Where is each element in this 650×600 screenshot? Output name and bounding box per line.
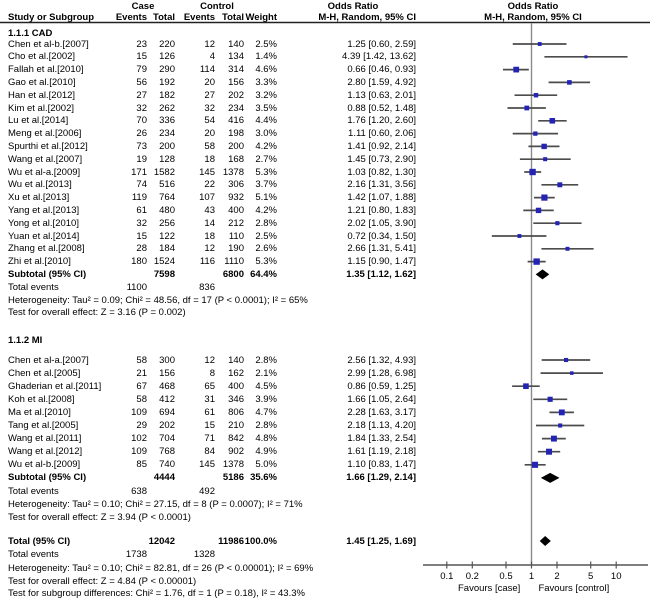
- study-label: Cho et al.[2002]: [8, 51, 76, 63]
- or-marker: [557, 182, 562, 187]
- case-total-cell: 182: [159, 89, 175, 101]
- case-events-cell: 15: [136, 230, 147, 242]
- study-label: Wu et al-b.[2009]: [8, 459, 81, 471]
- case-events-cell: 109: [131, 446, 147, 458]
- subtotal-diamond: [536, 269, 550, 279]
- pooled-label: Total (95% CI): [8, 535, 71, 547]
- case-total-cell: 704: [159, 433, 175, 445]
- favours-left-label: Favours [case]: [457, 583, 521, 594]
- control-events-cell: 31: [204, 393, 215, 405]
- control-events-column-header: Events: [183, 12, 215, 23]
- or-marker: [534, 93, 538, 97]
- or-marker: [529, 169, 535, 175]
- case-total-cell: 156: [159, 367, 175, 379]
- subgroup-differences-text: Test for subgroup differences: Chi² = 1.76, df = 1 (P = 0.18), I² = 43.3%: [8, 588, 305, 599]
- control-total-cell: 140: [228, 354, 244, 366]
- weight-cell: 3.0%: [255, 128, 277, 140]
- control-total-cell: 110: [228, 230, 244, 242]
- case-total-cell: 126: [159, 51, 175, 63]
- study-label: Lu et al.[2014]: [8, 115, 69, 127]
- or-method-plot-column-header: M-H, Random, 95% CI: [484, 12, 582, 23]
- case-events-cell: 1738: [125, 549, 147, 560]
- control-events-cell: 492: [199, 485, 215, 497]
- weight-cell: 4.4%: [255, 115, 277, 127]
- case-total-cell: 1582: [153, 166, 175, 178]
- control-events-cell: 1328: [193, 549, 215, 560]
- case-total-cell: 192: [159, 76, 175, 88]
- pooled-label: Subtotal (95% CI): [8, 472, 87, 484]
- case-events-cell: 102: [131, 433, 147, 445]
- control-total-cell: 234: [228, 102, 244, 114]
- odds-ratio-plot-column-title: Odds Ratio: [507, 1, 559, 12]
- control-events-cell: 8: [209, 367, 215, 379]
- or-ci-cell: 1.15 [0.90, 1.47]: [347, 256, 416, 268]
- control-total-cell: 212: [228, 217, 244, 229]
- case-events-cell: 15: [136, 51, 147, 63]
- or-marker: [536, 208, 541, 213]
- weight-column-header: Weight: [245, 12, 277, 23]
- control-group-header: Control: [200, 1, 234, 12]
- or-ci-cell: 2.16 [1.31, 3.56]: [347, 179, 416, 191]
- case-total-cell: 468: [159, 380, 175, 392]
- or-marker: [559, 409, 565, 415]
- case-total-cell: 1524: [153, 256, 175, 268]
- axis-tick-label: 10: [610, 571, 622, 582]
- study-label: Ghaderian et al.[2011]: [8, 380, 102, 392]
- case-total-cell: 122: [159, 230, 175, 242]
- weight-cell: 3.5%: [255, 102, 277, 114]
- or-marker: [567, 80, 572, 85]
- control-total-cell: 806: [228, 406, 244, 418]
- study-label: Xu et al.[2013]: [8, 192, 70, 204]
- control-events-cell: 836: [199, 281, 215, 293]
- control-events-cell: 116: [199, 256, 215, 268]
- control-events-cell: 22: [204, 179, 215, 191]
- control-events-cell: 54: [204, 115, 215, 127]
- weight-cell: 5.3%: [255, 166, 277, 178]
- weight-cell: 2.1%: [255, 367, 277, 379]
- weight-cell: 4.8%: [255, 433, 277, 445]
- subgroup-header: 1.1.2 MI: [8, 334, 43, 346]
- or-ci-cell: 1.76 [1.20, 2.60]: [347, 115, 416, 127]
- or-marker: [558, 423, 562, 427]
- control-events-cell: 145: [199, 459, 215, 471]
- or-marker: [584, 55, 587, 58]
- control-total-cell: 400: [228, 380, 244, 392]
- or-ci-cell: 1.66 [1.29, 2.14]: [346, 472, 416, 484]
- case-events-cell: 109: [131, 406, 147, 418]
- case-total-cell: 7598: [153, 268, 175, 280]
- or-marker: [566, 247, 570, 251]
- control-total-cell: 202: [228, 89, 244, 101]
- weight-cell: 100.0%: [244, 535, 277, 547]
- or-marker: [551, 436, 557, 442]
- overall-effect-text: Test for overall effect: Z = 4.84 (P < 0.00001): [8, 575, 197, 587]
- or-marker: [513, 67, 519, 73]
- case-total-cell: 128: [159, 153, 175, 165]
- study-label: Wang et al.[2012]: [8, 446, 83, 458]
- axis-tick-label: 0.2: [465, 571, 479, 582]
- case-events-cell: 26: [136, 128, 147, 140]
- or-marker: [548, 397, 553, 402]
- control-events-cell: 12: [204, 38, 215, 50]
- control-total-cell: 190: [228, 243, 244, 255]
- study-label: Wang et al.[2011]: [8, 433, 82, 445]
- or-marker: [550, 118, 556, 124]
- total-events-label: Total events: [8, 281, 59, 293]
- control-events-cell: 145: [199, 166, 215, 178]
- case-total-cell: 290: [159, 64, 175, 76]
- or-ci-cell: 0.86 [0.59, 1.25]: [347, 380, 416, 392]
- control-events-cell: 12: [204, 243, 215, 255]
- case-events-column-header: Events: [115, 12, 147, 23]
- weight-cell: 1.4%: [255, 51, 277, 63]
- control-events-cell: 114: [199, 64, 215, 76]
- or-ci-cell: 4.39 [1.42, 13.62]: [342, 51, 416, 63]
- case-events-cell: 638: [131, 485, 147, 497]
- weight-cell: 35.6%: [250, 472, 277, 484]
- control-total-cell: 346: [228, 393, 244, 405]
- or-marker: [517, 234, 521, 238]
- case-events-cell: 58: [136, 393, 147, 405]
- weight-cell: 2.8%: [255, 217, 277, 229]
- weight-cell: 2.5%: [255, 230, 277, 242]
- or-ci-cell: 1.10 [0.83, 1.47]: [347, 459, 416, 471]
- control-events-cell: 61: [204, 406, 215, 418]
- total-events-label: Total events: [8, 485, 59, 497]
- case-total-cell: 184: [159, 243, 175, 255]
- or-ci-cell: 2.80 [1.59, 4.92]: [347, 76, 416, 88]
- control-total-cell: 5186: [222, 472, 244, 484]
- or-ci-cell: 2.02 [1.05, 3.90]: [347, 217, 416, 229]
- or-ci-cell: 1.35 [1.12, 1.62]: [346, 268, 416, 280]
- weight-cell: 2.6%: [255, 243, 277, 255]
- or-marker: [524, 106, 529, 111]
- study-label: Chen et al-a.[2007]: [8, 354, 89, 366]
- or-ci-cell: 0.66 [0.46, 0.93]: [347, 64, 416, 76]
- control-events-cell: 58: [204, 140, 215, 152]
- case-total-cell: 300: [159, 354, 175, 366]
- or-method-text-column-header: M-H, Random, 95% CI: [318, 12, 416, 23]
- case-events-cell: 1100: [126, 281, 147, 293]
- case-total-cell: 740: [159, 459, 175, 471]
- control-total-cell: 306: [228, 179, 244, 191]
- control-events-cell: 14: [204, 217, 215, 229]
- weight-cell: 5.0%: [255, 459, 277, 471]
- case-events-cell: 28: [136, 243, 147, 255]
- weight-cell: 3.9%: [255, 393, 277, 405]
- or-ci-cell: 0.72 [0.34, 1.50]: [347, 230, 416, 242]
- subgroup-header: 1.1.1 CAD: [8, 27, 53, 39]
- control-events-cell: 12: [204, 354, 215, 366]
- axis-tick-label: 0.1: [440, 571, 454, 582]
- case-events-cell: 67: [136, 380, 147, 392]
- case-total-cell: 412: [159, 393, 175, 405]
- study-label: Yuan et al.[2014]: [8, 230, 80, 242]
- axis-tick-label: 1: [528, 571, 535, 582]
- weight-cell: 3.7%: [255, 179, 277, 191]
- case-total-cell: 220: [159, 38, 175, 50]
- or-marker: [541, 195, 547, 201]
- or-ci-cell: 1.45 [1.25, 1.69]: [346, 535, 416, 547]
- or-ci-cell: 2.56 [1.32, 4.93]: [347, 354, 416, 366]
- case-events-cell: 119: [131, 192, 147, 204]
- study-label: Gao et al.[2010]: [8, 76, 76, 88]
- case-events-cell: 29: [136, 420, 147, 431]
- study-label: Chen et al.[2005]: [8, 367, 81, 379]
- heterogeneity-text: Heterogeneity: Tau² = 0.10; Chi² = 82.81, df = 26 (P < 0.00001); I² = 69%: [8, 563, 314, 574]
- or-marker: [564, 358, 568, 362]
- control-total-cell: 134: [228, 51, 244, 63]
- or-ci-cell: 1.21 [0.80, 1.83]: [347, 204, 416, 216]
- study-label: Han et al.[2012]: [8, 89, 76, 101]
- case-total-cell: 694: [159, 406, 175, 418]
- or-ci-cell: 2.18 [1.13, 4.20]: [347, 420, 416, 431]
- case-events-cell: 74: [136, 179, 147, 191]
- case-events-cell: 19: [136, 153, 147, 165]
- case-total-cell: 480: [159, 204, 175, 216]
- control-total-cell: 1378: [222, 166, 244, 178]
- study-label: Ma et al.[2010]: [8, 406, 71, 418]
- control-total-cell: 210: [228, 420, 244, 431]
- case-events-cell: 21: [136, 367, 147, 379]
- total-diamond: [540, 536, 551, 546]
- case-events-cell: 56: [136, 76, 147, 88]
- heterogeneity-text: Heterogeneity: Tau² = 0.09; Chi² = 48.56, df = 17 (P < 0.0001); I² = 65%: [8, 294, 308, 306]
- weight-cell: 4.5%: [255, 380, 277, 392]
- control-total-cell: 1110: [224, 256, 244, 268]
- case-group-header: Case: [131, 1, 155, 12]
- case-total-cell: 336: [159, 115, 175, 127]
- weight-cell: 4.6%: [255, 64, 277, 76]
- study-column-header: Study or Subgroup: [8, 12, 95, 23]
- control-total-cell: 200: [228, 140, 244, 152]
- case-events-cell: 61: [136, 204, 147, 216]
- case-total-column-header: Total: [153, 12, 175, 23]
- axis-tick-label: 2: [554, 571, 560, 582]
- or-ci-cell: 2.28 [1.63, 3.17]: [347, 406, 416, 418]
- or-marker: [532, 462, 538, 468]
- control-total-cell: 842: [228, 433, 244, 445]
- study-label: Zhang et al.[2008]: [8, 243, 85, 255]
- control-events-cell: 20: [204, 128, 215, 140]
- control-total-cell: 162: [228, 367, 244, 379]
- or-marker: [570, 371, 573, 374]
- heterogeneity-text: Heterogeneity: Tau² = 0.10; Chi² = 27.15, df = 8 (P = 0.0007); I² = 71%: [8, 498, 303, 510]
- study-label: Spurthi et al.[2012]: [8, 140, 88, 152]
- control-events-cell: 107: [199, 192, 215, 204]
- case-total-cell: 516: [159, 179, 175, 191]
- or-ci-cell: 2.99 [1.28, 6.98]: [347, 367, 416, 379]
- control-events-cell: 15: [204, 420, 215, 431]
- or-marker: [541, 144, 546, 149]
- weight-cell: 3.2%: [255, 89, 277, 101]
- control-total-cell: 1378: [222, 459, 244, 471]
- or-ci-cell: 1.25 [0.60, 2.59]: [347, 38, 416, 50]
- case-events-cell: 23: [136, 38, 147, 50]
- control-events-cell: 43: [204, 204, 215, 216]
- case-total-cell: 234: [159, 128, 175, 140]
- control-events-cell: 84: [204, 446, 215, 458]
- weight-cell: 3.3%: [255, 76, 277, 88]
- pooled-label: Subtotal (95% CI): [8, 268, 87, 280]
- case-total-cell: 768: [159, 446, 175, 458]
- weight-cell: 5.3%: [255, 256, 277, 268]
- control-total-cell: 932: [228, 192, 244, 204]
- weight-cell: 64.4%: [250, 268, 277, 280]
- control-events-cell: 71: [204, 433, 215, 445]
- weight-cell: 5.1%: [255, 192, 277, 204]
- study-label: Fallah et al.[2010]: [8, 64, 84, 76]
- study-label: Tang et al.[2005]: [8, 420, 79, 431]
- case-events-cell: 70: [136, 115, 147, 127]
- or-marker: [555, 221, 559, 225]
- control-events-cell: 4: [209, 51, 215, 63]
- or-ci-cell: 1.13 [0.63, 2.01]: [347, 89, 416, 101]
- control-total-cell: 11986: [218, 535, 244, 547]
- control-total-cell: 6800: [222, 268, 244, 280]
- study-label: Kim et al.[2002]: [8, 102, 75, 114]
- study-label: Chen et al-b.[2007]: [8, 38, 89, 50]
- study-label: Meng et al.[2006]: [8, 128, 82, 140]
- or-ci-cell: 1.84 [1.33, 2.54]: [347, 433, 416, 445]
- control-events-cell: 65: [204, 380, 215, 392]
- case-events-cell: 32: [136, 102, 147, 114]
- control-total-cell: 168: [228, 153, 244, 165]
- axis-tick-label: 5: [588, 571, 594, 582]
- control-total-cell: 416: [228, 115, 244, 127]
- case-events-cell: 27: [136, 89, 147, 101]
- weight-cell: 4.2%: [255, 140, 277, 152]
- weight-cell: 4.9%: [255, 446, 277, 458]
- case-total-cell: 262: [159, 102, 175, 114]
- control-events-cell: 27: [204, 89, 215, 101]
- weight-cell: 2.8%: [255, 420, 277, 431]
- case-total-cell: 202: [159, 420, 175, 431]
- or-ci-cell: 1.11 [0.60, 2.06]: [348, 128, 416, 140]
- control-total-cell: 156: [228, 76, 244, 88]
- case-total-cell: 200: [159, 140, 175, 152]
- total-events-label: Total events: [8, 549, 59, 560]
- study-label: Zhi et al.[2010]: [8, 256, 71, 268]
- or-ci-cell: 2.66 [1.31, 5.41]: [347, 243, 416, 255]
- study-label: Koh et al.[2008]: [8, 393, 75, 405]
- case-events-cell: 32: [136, 217, 147, 229]
- control-total-cell: 400: [228, 204, 244, 216]
- subtotal-diamond: [541, 473, 560, 483]
- or-ci-cell: 1.42 [1.07, 1.88]: [347, 192, 416, 204]
- case-total-cell: 256: [159, 217, 175, 229]
- weight-cell: 4.7%: [255, 406, 277, 418]
- weight-cell: 2.5%: [255, 38, 277, 50]
- control-events-cell: 18: [204, 230, 215, 242]
- study-label: Yang et al.[2013]: [8, 204, 80, 216]
- case-events-cell: 85: [136, 459, 147, 471]
- or-marker: [533, 131, 537, 135]
- study-label: Wang et al.[2007]: [8, 153, 83, 165]
- axis-tick-label: 0.5: [499, 571, 513, 582]
- control-total-column-header: Total: [222, 12, 244, 23]
- weight-cell: 4.2%: [255, 204, 277, 216]
- control-total-cell: 902: [228, 446, 244, 458]
- or-marker: [533, 258, 539, 264]
- or-marker: [543, 157, 547, 161]
- control-total-cell: 140: [228, 38, 244, 50]
- case-events-cell: 73: [136, 140, 147, 152]
- case-events-cell: 58: [136, 354, 147, 366]
- study-label: Wu et al.[2013]: [8, 179, 72, 191]
- case-total-cell: 764: [159, 192, 175, 204]
- weight-cell: 2.8%: [255, 354, 277, 366]
- case-total-cell: 12042: [148, 535, 175, 547]
- or-ci-cell: 1.41 [0.92, 2.14]: [347, 140, 416, 152]
- or-marker: [546, 449, 552, 455]
- study-label: Yong et al.[2010]: [8, 217, 79, 229]
- or-ci-cell: 1.45 [0.73, 2.90]: [347, 153, 416, 165]
- or-ci-cell: 1.03 [0.82, 1.30]: [347, 166, 416, 178]
- study-label: Wu et al-a.[2009]: [8, 166, 81, 178]
- case-events-cell: 79: [136, 64, 147, 76]
- control-total-cell: 198: [228, 128, 244, 140]
- control-events-cell: 32: [204, 102, 215, 114]
- favours-right-label: Favours [control]: [538, 583, 610, 594]
- case-total-cell: 4444: [153, 472, 175, 484]
- or-ci-cell: 1.66 [1.05, 2.64]: [347, 393, 416, 405]
- control-events-cell: 20: [204, 76, 215, 88]
- or-ci-cell: 1.61 [1.19, 2.18]: [347, 446, 416, 458]
- control-events-cell: 18: [204, 153, 215, 165]
- or-ci-cell: 0.88 [0.52, 1.48]: [347, 102, 416, 114]
- odds-ratio-text-column-title: Odds Ratio: [327, 1, 379, 12]
- overall-effect-text: Test for overall effect: Z = 3.16 (P = 0.002): [8, 307, 186, 319]
- or-marker: [538, 42, 542, 46]
- control-total-cell: 314: [228, 64, 244, 76]
- weight-cell: 2.7%: [255, 153, 277, 165]
- case-events-cell: 180: [131, 256, 147, 268]
- case-events-cell: 171: [131, 166, 147, 178]
- or-marker: [523, 383, 529, 389]
- overall-effect-text: Test for overall effect: Z = 3.94 (P < 0.0001): [8, 511, 191, 523]
